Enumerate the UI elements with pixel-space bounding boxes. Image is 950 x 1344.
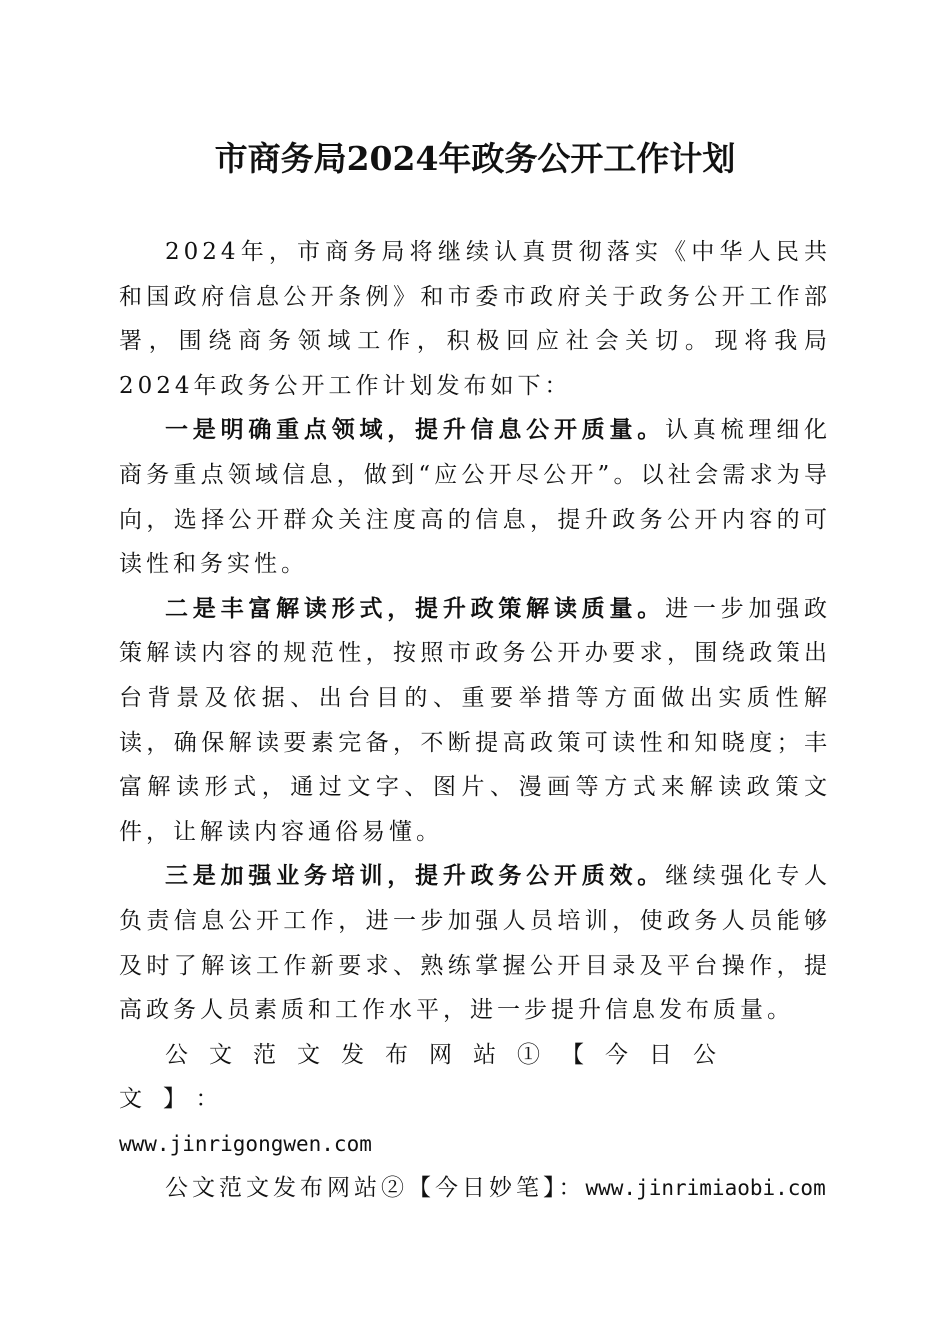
item-lead-2: 二是丰富解读形式，提升政策解读质量。	[165, 594, 666, 622]
item-text-1: 认真梳理细化商务重点领域信息，做到“应公开尽公开”。以社会需求为导向，选择公开群众关注度高的信息，提升政务公开内容的可读性和务实性。	[119, 417, 832, 578]
website-line-1	[119, 1033, 831, 1167]
document-title: 市商务局2024年政务公开工作计划	[214, 139, 736, 178]
item-paragraph-1	[119, 408, 831, 586]
item-text-2: 进一步加强政策解读内容的规范性，按照市政务公开办要求，围绕政策出台背景及依据、出台目的、重要举措等方面做出实质性解读，确保解读要素完备，不断提高政策可读性和知晓度；丰富解读形式，通过文字、图片、漫画等方式来解读政策文件，让解读内容通俗易懂。	[119, 595, 832, 845]
website-label-2: 公文范文发布网站②【今日妙笔】：	[165, 1175, 586, 1202]
intro-paragraph: 2024年，市商务局将继续认真贯彻落实《中华人民共和国政府信息公开条例》和市委市政府关于政务公开工作部署，围绕商务领域工作，积极回应社会关切。现将我局2024年政务公开工作计划发布如下：	[119, 239, 831, 399]
website-label-1: 公文范文发布网站①【今日公文】：	[119, 1041, 737, 1113]
item-lead-3: 三是加强业务培训，提升政务公开质效。	[165, 862, 666, 890]
item-paragraph-2	[119, 587, 831, 855]
item-text-3: 继续强化专人负责信息公开工作，进一步加强人员培训，使政务人员能够及时了解该工作新要求、熟练掌握公开目录及平台操作，提高政务人员素质和工作水平，进一步提升信息发布质量。	[119, 863, 832, 1024]
item-paragraph-3	[119, 854, 831, 1032]
website-url-2[interactable]: www.jinrimiaobi.com	[585, 1176, 826, 1201]
item-lead-1: 一是明确重点领域，提升信息公开质量。	[165, 416, 666, 444]
document-body	[119, 230, 831, 1211]
website-url-1[interactable]: www.jinrigongwen.com	[119, 1131, 372, 1156]
website-line-2	[119, 1166, 831, 1211]
